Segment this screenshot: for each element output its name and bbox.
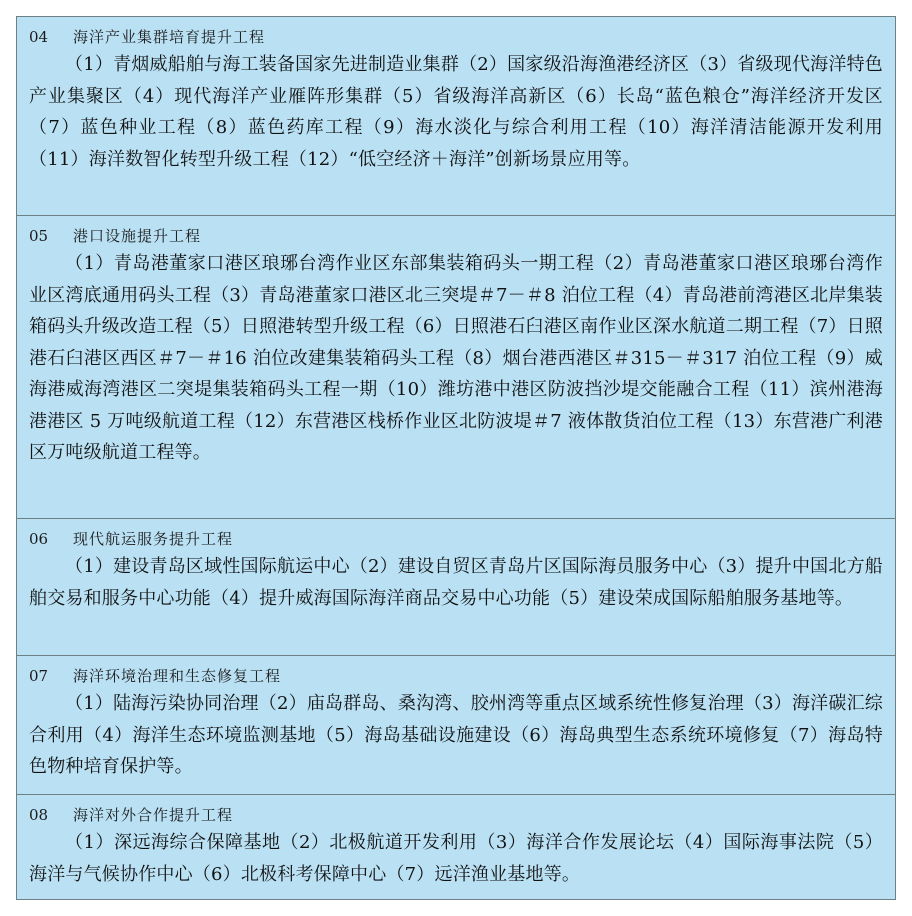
section-heading (29, 224, 883, 248)
section-title: 港口设施提升工程 (73, 227, 202, 245)
section-heading (29, 527, 883, 551)
section-body: （1）建设青岛区域性国际航运中心（2）建设自贸区青岛片区国际海员服务中心（3）提升中国北方船舶交易和服务中心功能（4）提升威海国际海洋商品交易中心功能（5）建设荣成国际船舶服务基地等。 (29, 556, 883, 609)
section-title: 海洋产业集群培育提升工程 (73, 28, 266, 46)
section-04 (17, 17, 895, 215)
section-heading (29, 25, 883, 49)
section-05 (17, 215, 895, 518)
section-body: （1）青岛港董家口港区琅琊台湾作业区东部集装箱码头一期工程（2）青岛港董家口港区琅琊台湾作业区湾底通用码头工程（3）青岛港董家口港区北三突堤＃7－＃8 泊位工程（4）青岛港前湾港区北岸集装箱码头升级改造工程（5）日照港转型升级工程（6）日照港石臼港区南作业区深水航道二期工程（7）日照港石臼港区西区＃7－＃16 泊位改建集装箱码头工程（8）烟台港西港区＃315－＃317 泊位工程（9）威海港威海湾港区二突堤集装箱码头工程一期（10）潍坊港中港区防波挡沙堤交能融合工程（11）滨州港海港港区 5 万吨级航道工程（12）东营港区栈桥作业区北防波堤＃7 液体散货泊位工程（13）东营港广利港区万吨级航道工程等。 (29, 253, 883, 463)
section-number: 06 (29, 530, 49, 548)
section-08 (17, 794, 895, 899)
section-title: 现代航运服务提升工程 (73, 530, 234, 548)
section-heading (29, 664, 883, 688)
section-07 (17, 655, 895, 794)
section-heading (29, 803, 883, 827)
section-number: 08 (29, 806, 49, 824)
section-number: 05 (29, 227, 49, 245)
section-body: （1）青烟威船舶与海工装备国家先进制造业集群（2）国家级沿海渔港经济区（3）省级现代海洋特色产业集聚区（4）现代海洋产业雁阵形集群（5）省级海洋高新区（6）长岛“蓝色粮仓”海洋经济开发区（7）蓝色种业工程（8）蓝色药库工程（9）海水淡化与综合利用工程（10）海洋清洁能源开发利用（11）海洋数智化转型升级工程（12）“低空经济＋海洋”创新场景应用等。 (29, 54, 883, 170)
section-number: 07 (29, 667, 49, 685)
section-06 (17, 518, 895, 655)
section-title: 海洋环境治理和生态修复工程 (73, 667, 282, 685)
section-title: 海洋对外合作提升工程 (73, 806, 234, 824)
section-body: （1）深远海综合保障基地（2）北极航道开发利用（3）海洋合作发展论坛（4）国际海事法院（5）海洋与气候协作中心（6）北极科考保障中心（7）远洋渔业基地等。 (29, 832, 883, 885)
section-number: 04 (29, 28, 49, 46)
projects-table (16, 16, 896, 900)
section-body: （1）陆海污染协同治理（2）庙岛群岛、桑沟湾、胶州湾等重点区域系统性修复治理（3）海洋碳汇综合利用（4）海洋生态环境监测基地（5）海岛基础设施建设（6）海岛典型生态系统环境修复（7）海岛特色物种培育保护等。 (29, 693, 883, 777)
